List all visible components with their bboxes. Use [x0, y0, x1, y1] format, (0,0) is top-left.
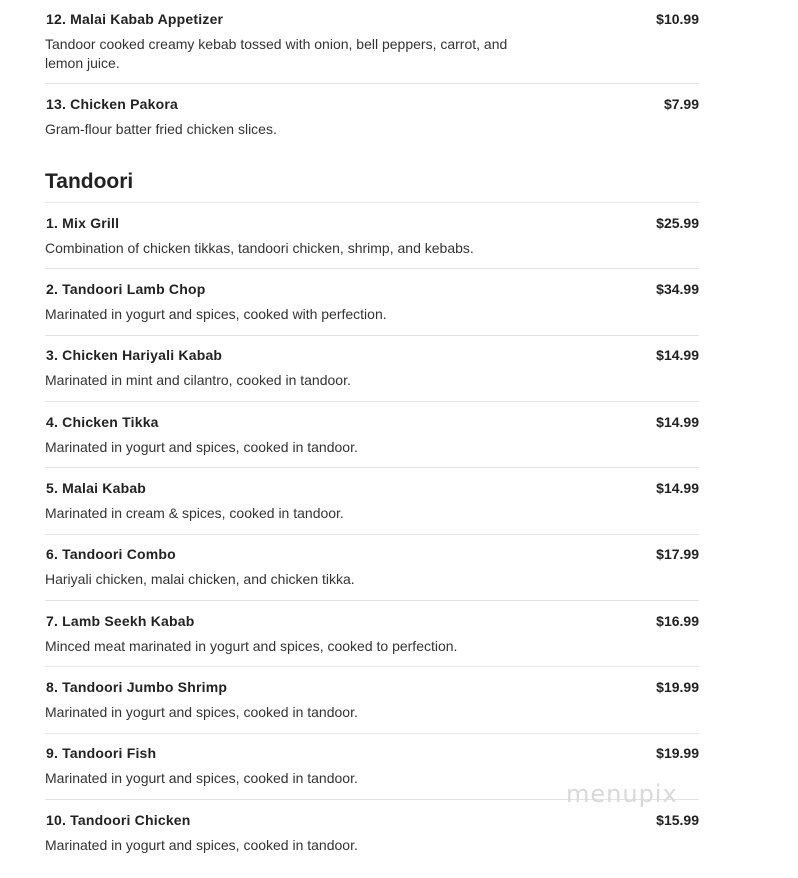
- item-description: Marinated in yogurt and spices, cooked in tandoor.: [45, 837, 358, 853]
- item-name: 2. Tandoori Lamb Chop: [46, 281, 206, 297]
- item-price: $14.99: [656, 480, 699, 496]
- item-name: 4. Chicken Tikka: [46, 414, 159, 430]
- menu-item: [45, 667, 699, 734]
- watermark-logo: menupix: [566, 780, 678, 808]
- item-price: $7.99: [663, 96, 699, 112]
- item-description: Marinated in yogurt and spices, cooked with perfection.: [45, 306, 387, 322]
- item-description: Marinated in yogurt and spices, cooked in tandoor.: [45, 770, 358, 786]
- item-price: $10.99: [656, 11, 699, 27]
- menu-item: [45, 468, 699, 535]
- item-name: 9. Tandoori Fish: [46, 745, 157, 761]
- item-description: Marinated in yogurt and spices, cooked in tandoor.: [45, 704, 358, 720]
- item-description: Marinated in cream & spices, cooked in tandoor.: [45, 505, 344, 521]
- item-price: $14.99: [656, 347, 699, 363]
- menu-item: [45, 800, 699, 866]
- menu-item: [45, 0, 699, 84]
- menu-item: [45, 336, 699, 402]
- item-price: $19.99: [656, 745, 699, 761]
- item-price: $34.99: [656, 281, 699, 297]
- menu-item: [45, 269, 699, 336]
- item-description: Combination of chicken tikkas, tandoori chicken, shrimp, and kebabs.: [45, 240, 474, 256]
- item-description: Marinated in mint and cilantro, cooked in tandoor.: [45, 372, 351, 388]
- item-name: 13. Chicken Pakora: [46, 96, 178, 112]
- item-name: 7. Lamb Seekh Kabab: [46, 613, 195, 629]
- item-description: Hariyali chicken, malai chicken, and chicken tikka.: [45, 571, 355, 587]
- menu-item: [45, 203, 699, 269]
- item-name: 5. Malai Kabab: [46, 480, 147, 496]
- item-price: $16.99: [656, 613, 699, 629]
- item-name: 8. Tandoori Jumbo Shrimp: [46, 679, 228, 695]
- item-price: $17.99: [656, 546, 699, 562]
- item-description: Minced meat marinated in yogurt and spices, cooked to perfection.: [45, 638, 458, 654]
- item-price: $14.99: [656, 414, 699, 430]
- item-description: Tandoor cooked creamy kebab tossed with onion, bell peppers, carrot, and lemon juice.: [45, 36, 508, 71]
- item-name: 3. Chicken Hariyali Kabab: [46, 347, 223, 363]
- item-price: $15.99: [656, 812, 699, 828]
- menu-item: [45, 535, 699, 601]
- menu-item: [45, 84, 699, 150]
- item-name: 1. Mix Grill: [46, 215, 120, 231]
- item-price: $19.99: [656, 679, 699, 695]
- item-description: Gram-flour batter fried chicken slices.: [45, 121, 277, 137]
- item-price: $25.99: [656, 215, 699, 231]
- menu-item: [45, 402, 699, 468]
- item-name: 12. Malai Kabab Appetizer: [46, 11, 224, 27]
- section-title-tandoori: Tandoori: [45, 170, 134, 193]
- menu-item: [45, 601, 699, 667]
- item-name: 10. Tandoori Chicken: [46, 812, 191, 828]
- item-description: Marinated in yogurt and spices, cooked in tandoor.: [45, 439, 358, 455]
- item-name: 6. Tandoori Combo: [46, 546, 176, 562]
